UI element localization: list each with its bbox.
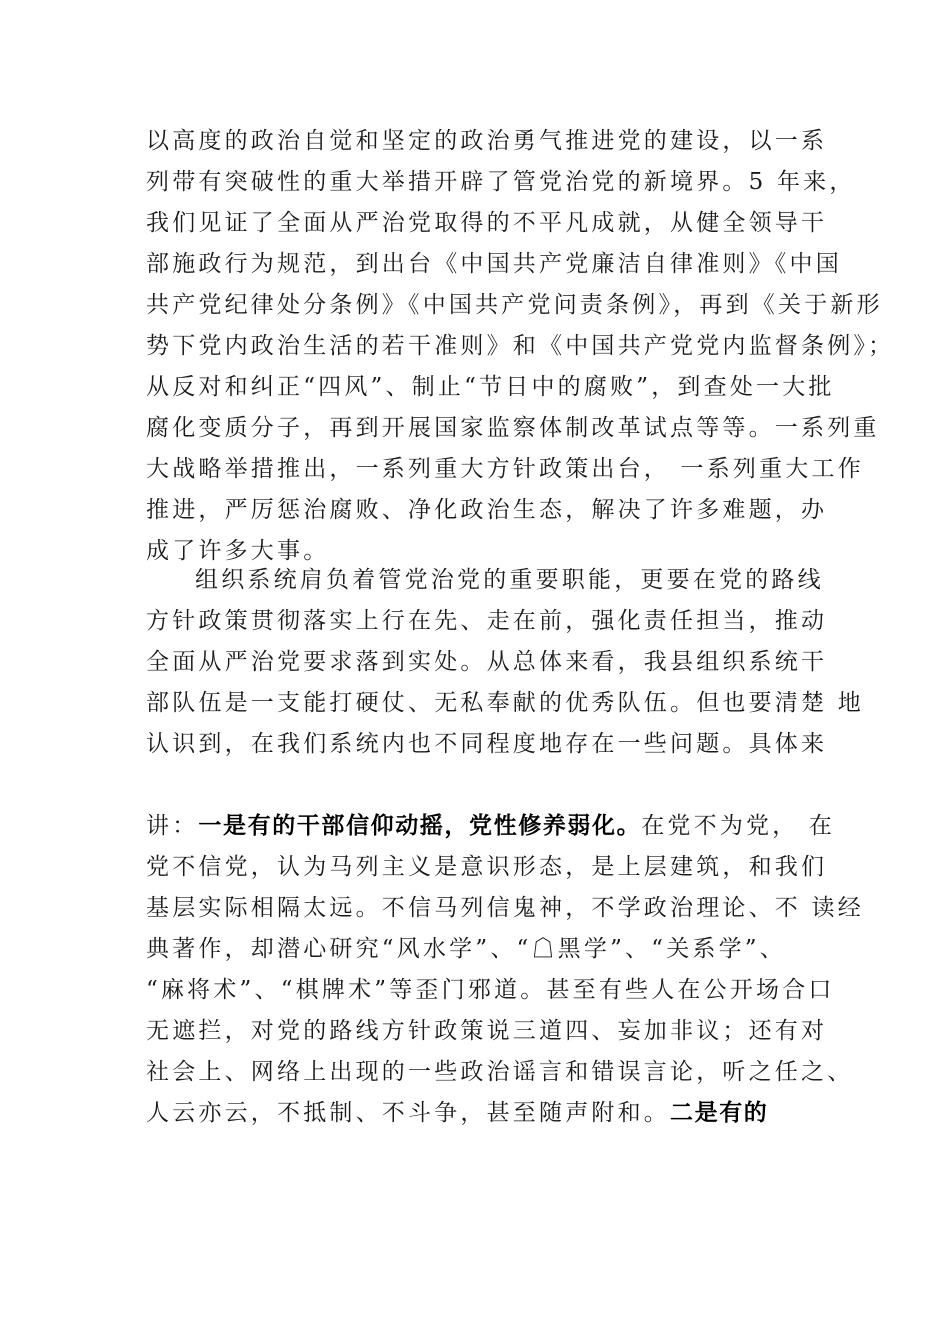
body-text-line-with-emphasis [146, 806, 835, 846]
body-text-line-with-emphasis [146, 1093, 768, 1133]
body-text-line: 以高度的政治自觉和坚定的政治勇气推进党的建设，以一系 [146, 128, 828, 154]
body-text-line: 成了许多大事。 [146, 538, 330, 564]
body-text-line: 从反对和纠正“四风”、制止“节日中的腐败”，到查处一大批 [146, 374, 835, 400]
body-text-line: 势下党内政治生活的若干准则》和《中国共产党党内监督条例》； [146, 333, 895, 359]
body-text-line: 部队伍是一支能打硬仗、无私奉献的优秀队伍。但也要清楚 地 [146, 690, 864, 716]
body-text-line: 列带有突破性的重大举措开辟了管党治党的新境界。5 年来， [146, 169, 856, 195]
body-text-line: 无遮拦，对党的路线方针政策说三道四、妄加非议；还有对 [146, 1018, 828, 1044]
body-text-line: 大战略举措推出，一系列重大方针政策出台， 一系列重大工作 [146, 456, 864, 482]
body-text-line: 全面从严治党要求落到实处。从总体来看，我县组织系统干 [146, 649, 828, 675]
body-text-line: 部施政行为规范，到出台《中国共产党廉洁自律准则》《中国 [146, 251, 842, 277]
bold-point-one: 一是有的干部信仰动摇，党性修养弱化。 [198, 813, 642, 839]
bold-point-two: 二是有的 [670, 1100, 769, 1126]
line-tail-text: 在党不为党， 在 [641, 813, 836, 839]
paragraph-first-line: 组织系统肩负着管党治党的重要职能，更要在党的路线 [195, 567, 824, 593]
body-text-line: 典著作，却潜心研究“风水学”、“☖黑学”、“关系学”、 [146, 936, 786, 962]
body-text-line: 我们见证了全面从严治党取得的不平凡成就，从健全领导干 [146, 210, 828, 236]
body-text-line: 腐化变质分子，再到开展国家监察体制改革试点等等。一系列重 [146, 415, 880, 441]
body-text-line: 基层实际相隔太远。不信马列信鬼神，不学政治理论、不 读经 [146, 895, 864, 921]
body-text-line: 认识到，在我们系统内也不同程度地存在一些问题。具体来 [146, 731, 828, 757]
body-text-line: 推进，严厉惩治腐败、净化政治生态，解决了许多难题，办 [146, 497, 828, 523]
body-text-line: 社会上、网络上出现的一些政治谣言和错误言论，听之任之、 [146, 1059, 854, 1085]
body-text-line: “麻将术”、“棋牌术”等歪门邪道。甚至有些人在公开场合口 [146, 977, 835, 1003]
line-lead-text: 讲： [146, 813, 199, 839]
body-text-line: 方针政策贯彻落实上行在先、走在前，强化责任担当，推动 [146, 608, 828, 634]
body-text-line: 共产党纪律处分条例》《中国共产党问责条例》，再到《关于新形 [146, 292, 883, 318]
body-text-line: 党不信党，认为马列主义是意识形态，是上层建筑，和我们 [146, 854, 828, 880]
line-lead-text: 人云亦云，不抵制、不斗争，甚至随声附和。 [146, 1100, 670, 1126]
